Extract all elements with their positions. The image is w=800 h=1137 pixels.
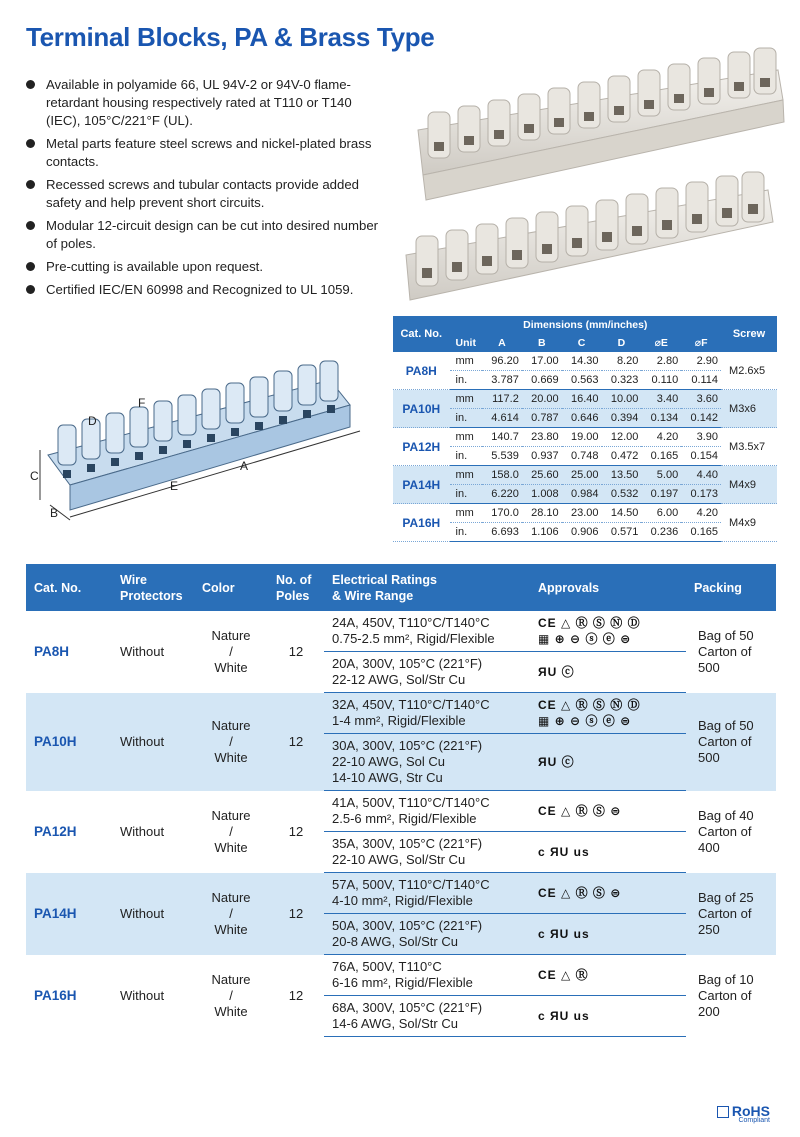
dim-value-cell: 23.00: [562, 504, 602, 523]
col-header-a: A: [482, 334, 522, 352]
approval-marks-icon: CE △ Ⓡ Ⓢ Ⓝ Ⓓ: [538, 698, 641, 712]
dim-value-cell: 0.472: [602, 447, 642, 466]
dim-value-cell: 14.30: [562, 352, 602, 371]
dim-value-cell: 3.90: [681, 428, 721, 447]
dim-value-cell: 0.787: [522, 409, 562, 428]
ul-rating-cell: 30A, 300V, 105°C (221°F) 22-10 AWG, Sol Cu 14-10 AWG, Str Cu: [324, 734, 530, 791]
cat-no-cell: PA16H: [393, 504, 450, 542]
packing-cell: Bag of 40 Carton of 400: [698, 807, 754, 855]
dim-value-cell: 5.539: [482, 447, 522, 466]
col-header-cat: Cat. No.: [393, 316, 450, 352]
unit-cell: in.: [450, 523, 482, 542]
approval-marks-icon: CE △ Ⓡ: [538, 968, 589, 982]
dim-row-mm: [393, 504, 777, 523]
feature-item: Recessed screws and tubular contacts provide added safety and help prevent short circuits.: [22, 176, 387, 212]
dimension-label-e: E: [170, 479, 179, 493]
spec-row: [26, 791, 776, 832]
dim-value-cell: 28.10: [522, 504, 562, 523]
dim-value-cell: 3.40: [641, 390, 681, 409]
dim-value-cell: 6.693: [482, 523, 522, 542]
wire-protector-cell: Without: [112, 873, 194, 955]
col-header-poles: No. of Poles: [268, 564, 324, 611]
iec-approvals-cell: [530, 791, 686, 832]
poles-cell: 12: [268, 873, 324, 955]
ul-approval-icon: c ЯU us: [530, 914, 686, 955]
color-cell: Nature / White: [194, 693, 268, 791]
dim-value-cell: 0.110: [641, 371, 681, 390]
unit-cell: mm: [450, 504, 482, 523]
ul-approval-icon: c ЯU us: [530, 996, 686, 1037]
approval-marks-icon: CE △ Ⓡ Ⓢ ⊜: [538, 804, 622, 818]
unit-cell: in.: [450, 409, 482, 428]
unit-cell: mm: [450, 390, 482, 409]
ul-approval-icon: ЯU ⓒ: [530, 652, 686, 693]
ul-approval-icon: ЯU ⓒ: [530, 734, 686, 791]
dim-value-cell: 8.20: [602, 352, 642, 371]
page-title: Terminal Blocks, PA & Brass Type: [26, 22, 435, 52]
color-cell: Nature / White: [211, 627, 251, 675]
feature-item: Pre-cutting is available upon request.: [22, 258, 387, 276]
spec-row: [26, 873, 776, 914]
ul-rating-cell: 20A, 300V, 105°C (221°F) 22-12 AWG, Sol/Str Cu: [324, 652, 530, 693]
dim-value-cell: 0.142: [681, 409, 721, 428]
unit-cell: mm: [450, 428, 482, 447]
col-header-f: ⌀F: [681, 334, 721, 352]
dim-value-cell: 23.80: [522, 428, 562, 447]
col-header-color: Color: [194, 564, 268, 611]
dim-value-cell: 0.669: [522, 371, 562, 390]
ul-rating-cell: 68A, 300V, 105°C (221°F) 14-6 AWG, Sol/Str Cu: [324, 996, 530, 1037]
dim-value-cell: 0.154: [681, 447, 721, 466]
feature-list: [22, 76, 387, 304]
iec-rating-cell: 32A, 450V, T110°C/T140°C 1-4 mm², Rigid/Flexible: [324, 693, 530, 734]
dim-value-cell: 0.906: [562, 523, 602, 542]
dim-value-cell: 0.323: [602, 371, 642, 390]
color-cell: Nature / White: [211, 971, 251, 1019]
dim-value-cell: 117.2: [482, 390, 522, 409]
dim-value-cell: 0.532: [602, 485, 642, 504]
dim-value-cell: 12.00: [602, 428, 642, 447]
dim-value-cell: 4.40: [681, 466, 721, 485]
screw-cell: M2.6x5: [721, 352, 777, 390]
dim-value-cell: 0.748: [562, 447, 602, 466]
dim-value-cell: 3.787: [482, 371, 522, 390]
unit-cell: in.: [450, 447, 482, 466]
wire-protector-cell: Without: [120, 987, 165, 1003]
iec-approvals-cell: [530, 611, 686, 652]
wire-protector-cell: Without: [112, 693, 194, 791]
col-header-dimensions: Dimensions (mm/inches): [450, 316, 722, 334]
iec-rating-cell: 76A, 500V, T110°C 6-16 mm², Rigid/Flexible: [324, 955, 530, 996]
iec-approvals-cell: [530, 693, 686, 734]
dim-row-mm: [393, 428, 777, 447]
product-photo: [398, 40, 790, 312]
dim-value-cell: 158.0: [482, 466, 522, 485]
feature-item: Modular 12-circuit design can be cut into desired number of poles.: [22, 217, 387, 253]
approval-marks-icon: ▦ ⊕ ⊖ ⓢ ⓔ ⊜: [538, 632, 632, 646]
cat-no-cell: PA16H: [34, 987, 77, 1003]
dim-value-cell: 0.984: [562, 485, 602, 504]
dimension-label-f: F: [138, 396, 146, 410]
dim-value-cell: 16.40: [562, 390, 602, 409]
dim-value-cell: 2.80: [641, 352, 681, 371]
ul-rating-cell: 35A, 300V, 105°C (221°F) 22-10 AWG, Sol/Str Cu: [324, 832, 530, 873]
cat-no-cell: PA8H: [34, 643, 70, 659]
specifications-table: [26, 564, 776, 1037]
packing-cell: Bag of 25 Carton of 250: [686, 873, 776, 955]
dim-value-cell: 140.7: [482, 428, 522, 447]
dim-value-cell: 19.00: [562, 428, 602, 447]
dim-value-cell: 0.173: [681, 485, 721, 504]
dim-value-cell: 0.394: [602, 409, 642, 428]
dim-value-cell: 0.646: [562, 409, 602, 428]
poles-cell: 12: [288, 823, 304, 839]
dim-value-cell: 20.00: [522, 390, 562, 409]
bullet-icon: [26, 180, 35, 189]
cat-no-cell: PA14H: [393, 466, 450, 504]
cat-no-cell: PA10H: [26, 693, 112, 791]
dim-value-cell: 25.60: [522, 466, 562, 485]
bullet-icon: [26, 80, 35, 89]
dim-row-mm: [393, 352, 777, 371]
dim-value-cell: 0.165: [641, 447, 681, 466]
col-header-b: B: [522, 334, 562, 352]
color-cell: Nature / White: [194, 873, 268, 955]
cat-no-cell: PA12H: [393, 428, 450, 466]
unit-cell: mm: [450, 466, 482, 485]
dimension-label-b: B: [50, 506, 59, 520]
dim-value-cell: 25.00: [562, 466, 602, 485]
dim-row-in: [393, 447, 777, 466]
dim-value-cell: 170.0: [482, 504, 522, 523]
dim-value-cell: 4.614: [482, 409, 522, 428]
dim-value-cell: 6.00: [641, 504, 681, 523]
dim-value-cell: 0.563: [562, 371, 602, 390]
ul-approval-icon: c ЯU us: [530, 832, 686, 873]
spec-row: [26, 955, 776, 996]
dim-value-cell: 1.008: [522, 485, 562, 504]
col-header-e: ⌀E: [641, 334, 681, 352]
dim-value-cell: 2.90: [681, 352, 721, 371]
dim-value-cell: 14.50: [602, 504, 642, 523]
dim-value-cell: 5.00: [641, 466, 681, 485]
approval-marks-icon: CE △ Ⓡ Ⓢ ⊜: [538, 886, 622, 900]
col-header-c: C: [562, 334, 602, 352]
bullet-icon: [26, 221, 35, 230]
iec-approvals-cell: [530, 873, 686, 914]
dim-value-cell: 0.134: [641, 409, 681, 428]
dim-row-in: [393, 523, 777, 542]
screw-cell: M4x9: [721, 504, 777, 542]
wire-protector-cell: Without: [120, 823, 165, 839]
dim-row-mm: [393, 390, 777, 409]
dim-value-cell: 13.50: [602, 466, 642, 485]
unit-cell: in.: [450, 485, 482, 504]
dim-value-cell: 0.571: [602, 523, 642, 542]
feature-item: Metal parts feature steel screws and nickel-plated brass contacts.: [22, 135, 387, 171]
bullet-icon: [26, 262, 35, 271]
dim-value-cell: 0.165: [681, 523, 721, 542]
dim-value-cell: 4.20: [681, 504, 721, 523]
approval-marks-icon: CE △ Ⓡ Ⓢ Ⓝ Ⓓ: [538, 616, 641, 630]
dim-row-in: [393, 485, 777, 504]
dim-value-cell: 3.60: [681, 390, 721, 409]
checkbox-icon: [717, 1106, 729, 1118]
col-header-packing: Packing: [686, 564, 776, 611]
screw-cell: M3.5x7: [721, 428, 777, 466]
iec-rating-cell: 41A, 500V, T110°C/T140°C 2.5-6 mm², Rigid/Flexible: [324, 791, 530, 832]
dim-value-cell: 0.937: [522, 447, 562, 466]
dim-value-cell: 0.197: [641, 485, 681, 504]
cat-no-cell: PA12H: [34, 823, 77, 839]
dim-value-cell: 0.114: [681, 371, 721, 390]
screw-cell: M3x6: [721, 390, 777, 428]
packing-cell: Bag of 50 Carton of 500: [698, 627, 754, 675]
wire-protector-cell: Without: [120, 643, 165, 659]
dim-value-cell: 17.00: [522, 352, 562, 371]
screw-cell: M4x9: [721, 466, 777, 504]
packing-cell: Bag of 50 Carton of 500: [686, 693, 776, 791]
col-header-cat: Cat. No.: [26, 564, 112, 611]
cat-no-cell: PA8H: [393, 352, 450, 390]
spec-row: [26, 611, 776, 652]
col-header-screw: Screw: [721, 316, 777, 352]
col-header-ratings: Electrical Ratings & Wire Range: [324, 564, 530, 611]
iec-rating-cell: 24A, 450V, T110°C/T140°C 0.75-2.5 mm², Rigid/Flexible: [324, 611, 530, 652]
spec-row: [26, 693, 776, 734]
dim-value-cell: 96.20: [482, 352, 522, 371]
packing-cell: Bag of 10 Carton of 200: [698, 971, 754, 1019]
poles-cell: 12: [288, 643, 304, 659]
approval-marks-icon: ▦ ⊕ ⊖ ⓢ ⓔ ⊜: [538, 714, 632, 728]
dim-value-cell: 10.00: [602, 390, 642, 409]
col-header-wire: Wire Protectors: [112, 564, 194, 611]
dim-value-cell: 6.220: [482, 485, 522, 504]
iec-approvals-cell: [530, 955, 686, 996]
poles-cell: 12: [288, 987, 304, 1003]
unit-cell: mm: [450, 352, 482, 371]
dimension-label-a: A: [240, 459, 249, 473]
terminal-strip-diagram: [48, 361, 350, 510]
dim-value-cell: 4.20: [641, 428, 681, 447]
dimension-label-c: C: [30, 469, 39, 483]
color-cell: Nature / White: [211, 807, 251, 855]
col-header-unit: Unit: [450, 334, 482, 352]
dimension-label-d: D: [88, 414, 97, 428]
col-header-d: D: [602, 334, 642, 352]
poles-cell: 12: [268, 693, 324, 791]
col-header-approvals: Approvals: [530, 564, 686, 611]
dim-row-in: [393, 371, 777, 390]
iec-rating-cell: 57A, 500V, T110°C/T140°C 4-10 mm², Rigid/Flexible: [324, 873, 530, 914]
bullet-icon: [26, 285, 35, 294]
ul-rating-cell: 50A, 300V, 105°C (221°F) 20-8 AWG, Sol/Str Cu: [324, 914, 530, 955]
dim-value-cell: 1.106: [522, 523, 562, 542]
feature-item: Certified IEC/EN 60998 and Recognized to UL 1059.: [22, 281, 387, 299]
bullet-icon: [26, 139, 35, 148]
dim-value-cell: 0.236: [641, 523, 681, 542]
cat-no-cell: PA10H: [393, 390, 450, 428]
dimension-drawing: [30, 345, 375, 525]
unit-cell: in.: [450, 371, 482, 390]
dimensions-table: [393, 316, 777, 542]
rohs-badge: RoHS Compliant: [717, 1103, 770, 1124]
feature-item: Available in polyamide 66, UL 94V-2 or 94V-0 flame-retardant housing respectively rated at T110 or T140 (IEC), 105°C/221°F (UL).: [22, 76, 387, 130]
dim-row-in: [393, 409, 777, 428]
dim-row-mm: [393, 466, 777, 485]
cat-no-cell: PA14H: [26, 873, 112, 955]
